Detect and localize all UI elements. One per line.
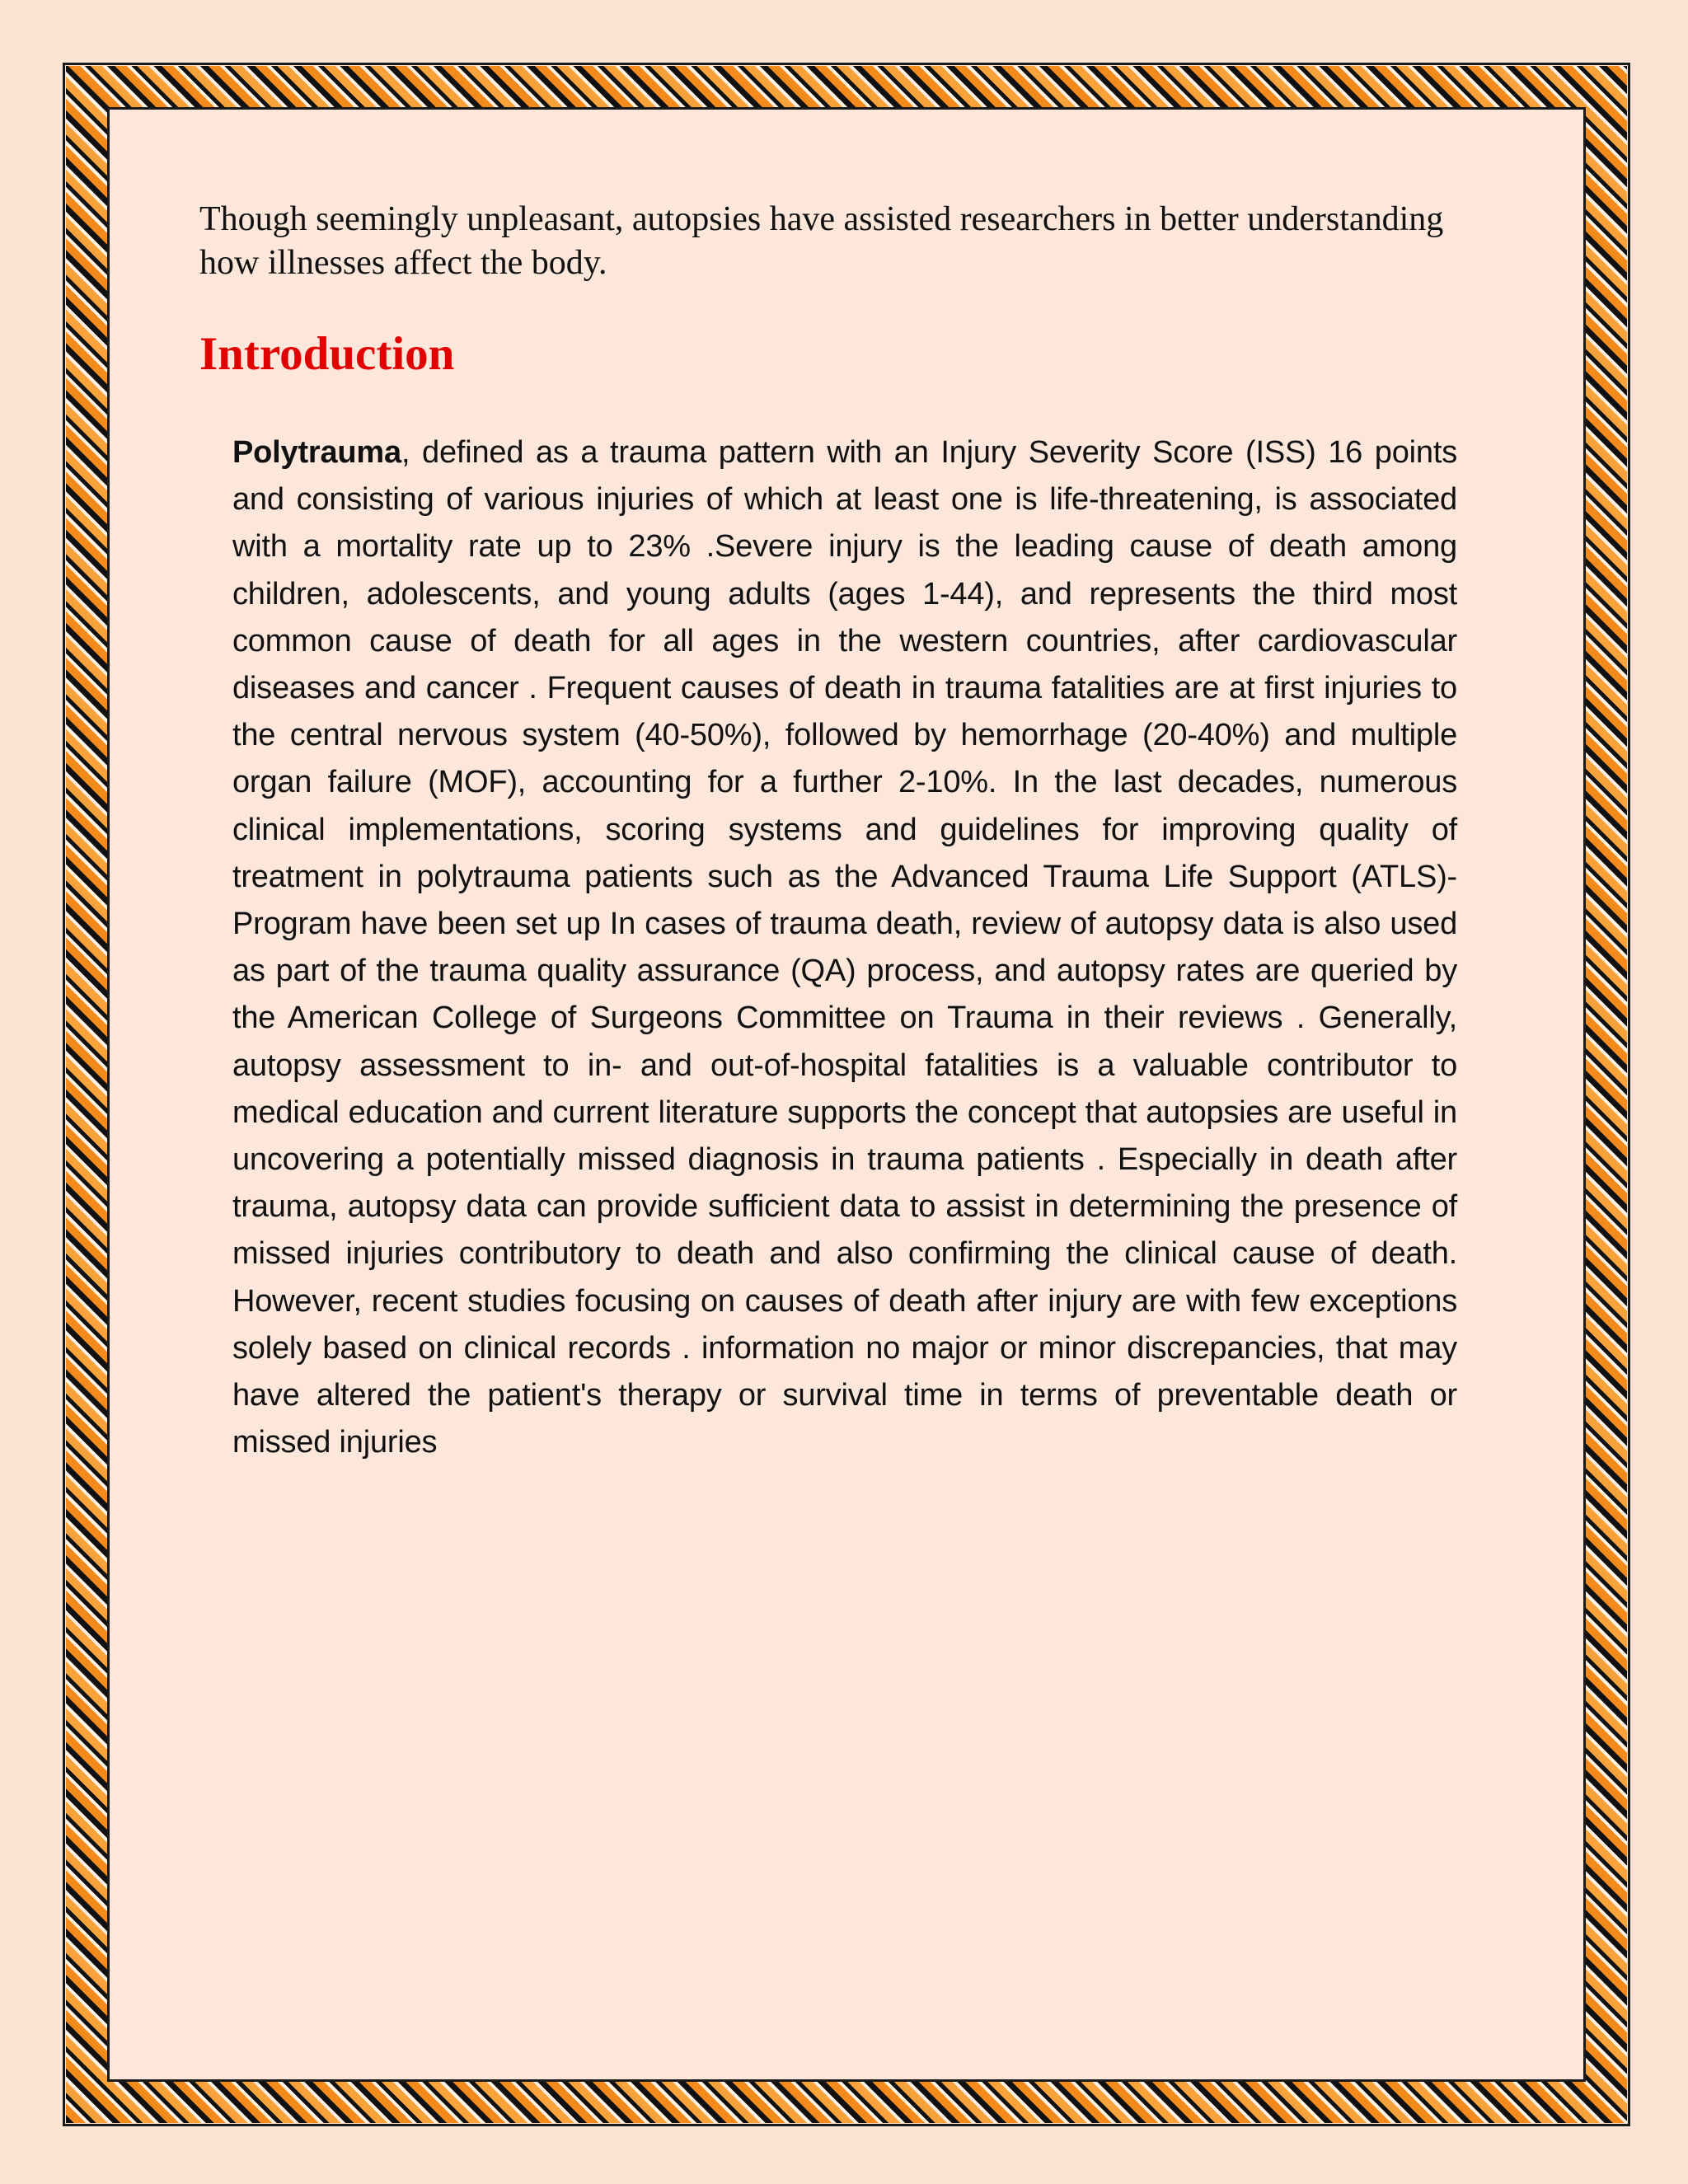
bold-term: Polytrauma xyxy=(232,435,401,470)
lead-text: Though seemingly unpleasant, autopsies have assisted researchers in better understanding how illnesses affect the body. xyxy=(199,200,1444,282)
introduction-paragraph xyxy=(232,429,1457,1466)
section-heading: Introduction xyxy=(199,328,455,380)
paragraph-text: , defined as a trauma pattern with an Injury Severity Score (ISS) 16 points and consisting of various injuries of which at least one is life-threatening, is associated with a mortality rate up to 23% .Severe injury is the leading cause of death among children, adolescents, and young adults (ages 1-44), and represents the third most common cause of death for all ages in the western countries, after cardiovascular diseases and cancer . Frequent causes of death in trauma fatalities are at first injuries to the central nervous system (40-50%), followed by hemorrhage (20-40%) and multiple organ failure (MOF), accounting for a further 2-10%. In the last decades, numerous clinical implementations, scoring systems and guidelines for improving quality of treatment in polytrauma patients such as the Advanced Trauma Life Support (ATLS)-Program have been set up In cases of trauma death, review of autopsy data is also used as part of the trauma quality assurance (QA) process, and autopsy rates are queried by the American College of Surgeons Committee on Trauma in their reviews . Generally, autopsy assessment to in- and out-of-hospital fatalities is a valuable contributor to medical education and current literature supports the concept that autopsies are useful in uncovering a potentially missed diagnosis in trauma patients . Especially in death after trauma, autopsy data can provide sufficient data to assist in determining the presence of missed injuries contributory to death and also confirming the clinical cause of death. However, recent studies focusing on causes of death after injury are with few exceptions solely based on clinical records . information no major or minor discrepancies, that may have altered the patient's therapy or survival time in terms of preventable death or missed injuries xyxy=(232,435,1457,1460)
